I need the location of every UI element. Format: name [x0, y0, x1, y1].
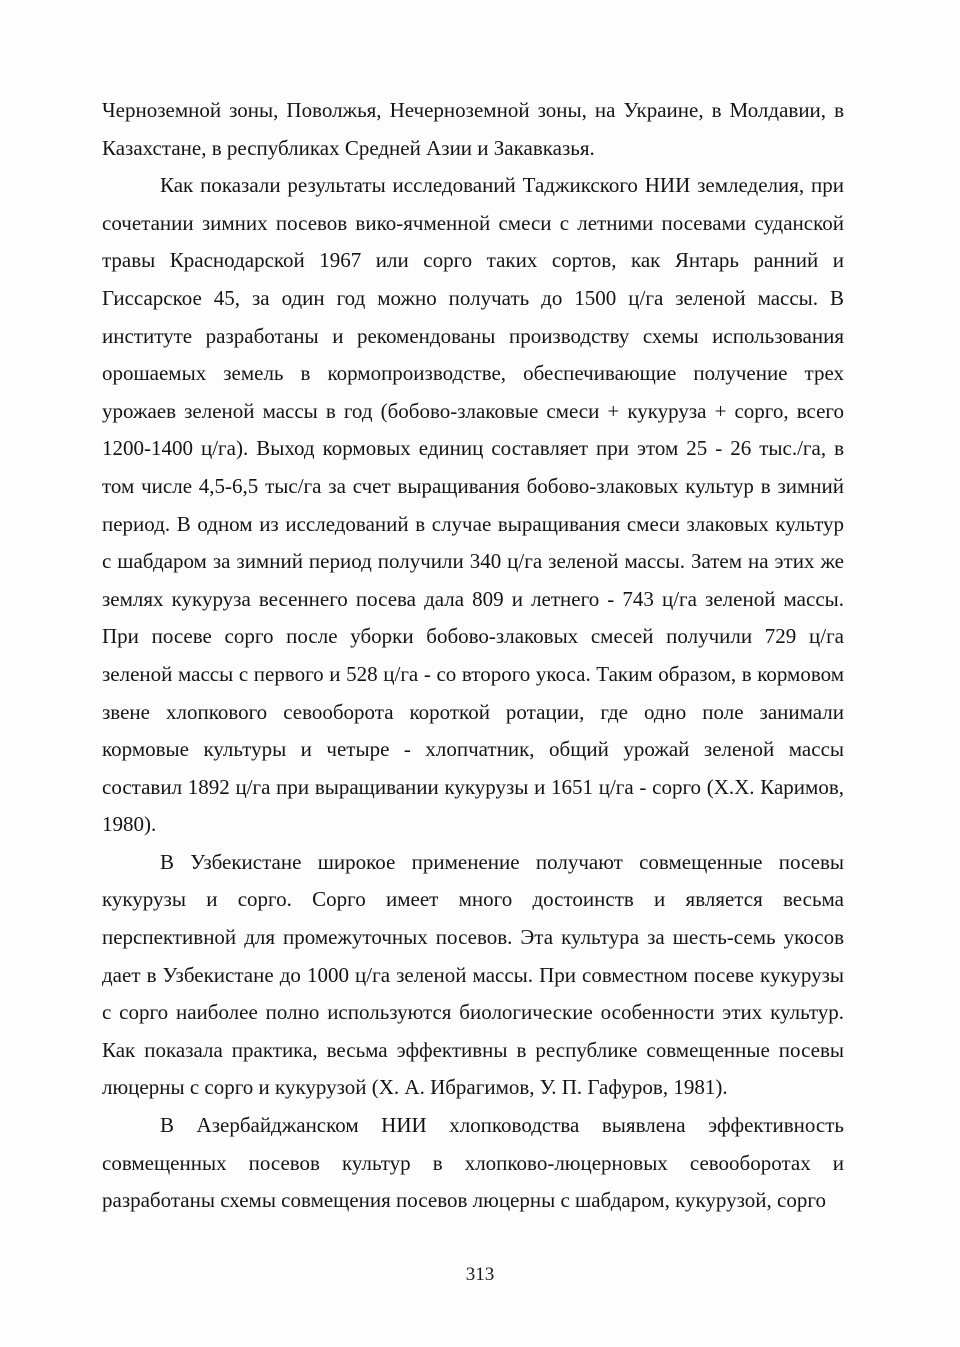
- body-text: [102, 92, 844, 1220]
- page-number: 313: [465, 1264, 495, 1285]
- paragraph-uzbekistan: В Узбекистане широкое применение получают совмещенные посевы кукурузы и сорго. Сорго имеет много достоинств и является весьма перспективной для промежуточных посевов. Эта культура за шесть-семь укосов дает в Узбекистане до 1000 ц/га зеленой массы. При совместном посеве кукурузы с сорго наиболее полно используются биологические особенности этих культур. Как показала практика, весьма эффективны в республике совмещенные посевы люцерны с сорго и кукурузой (Х. А. Ибрагимов, У. П. Гафуров, 1981).: [102, 849, 844, 1100]
- paragraph-tajik-research: Как показали результаты исследований Таджикского НИИ земледелия, при сочетании зимних посевов вико-ячменной смеси с летними посевами суданской травы Краснодарской 1967 или сорго таких сортов, как Янтарь ранний и Гиссарское 45, за один год можно получать до 1500 ц/га зеленой массы. В институте разработаны и рекомендованы производству схемы использования орошаемых земель в кормопроизводстве, обеспечивающие получение трех урожаев зеленой массы в год (бобово-злаковые смеси + кукуруза + сорго, всего 1200-1400 ц/га). Выход кормовых единиц составляет при этом 25 - 26 тыс./га, в том числе 4,5-6,5 тыс/га за счет выращивания бобово-злаковых культур в зимний период. В одном из исследований в случае выращивания смеси злаковых культур с шабдаром за зимний период получили 340 ц/га зеленой массы. Затем на этих же землях кукуруза весеннего посева дала 809 и летнего - 743 ц/га зеленой массы. При посеве сорго после уборки бобово-злаковых смесей получили 729 ц/га зеленой массы с первого и 528 ц/га - со второго укоса. Таким образом, в кормовом звене хлопкового севооборота короткой ротации, где одно поле занимали кормовые культуры и четыре - хлопчатник, общий урожай зеленой массы составил 1892 ц/га при выращивании кукурузы и 1651 ц/га - сорго (Х.Х. Каримов, 1980).: [102, 173, 844, 837]
- paragraph-azerbaijan: В Азербайджанском НИИ хлопководства выявлена эффективность совмещенных посевов культур в хлопково-люцерновых севооборотах и разработаны схемы совмещения посевов люцерны с шабдаром, кукурузой, сорго: [102, 1113, 844, 1213]
- paragraph-continuation: Черноземной зоны, Поволжья, Нечерноземной зоны, на Украине, в Молдавии, в Казахстане, в республиках Средней Азии и Закавказья.: [102, 98, 844, 160]
